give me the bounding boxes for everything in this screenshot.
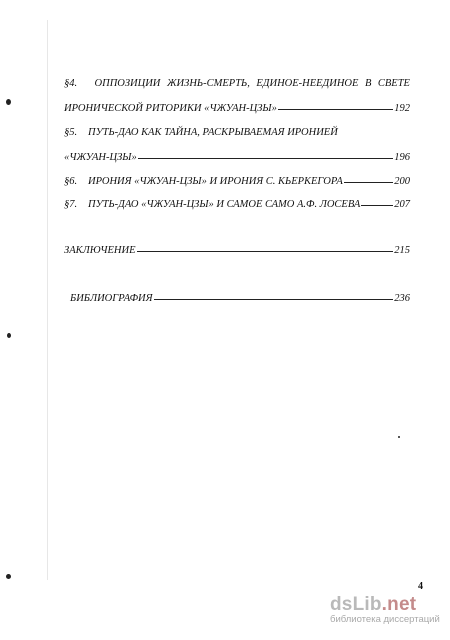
watermark-logo-main: dsLib <box>330 594 382 615</box>
toc-entry-4-word: ЖИЗНЬ-СМЕРТЬ, <box>166 78 250 89</box>
toc-entry-4-word: ЕДИНОЕ-НЕЕДИНОЕ <box>256 78 359 89</box>
toc-entry-4-number: §4. <box>64 78 78 89</box>
scan-edge-line <box>47 20 48 580</box>
dot-leader <box>138 158 394 159</box>
toc-entry-4-line2 <box>64 102 410 115</box>
toc-entry-4-line1 <box>64 77 410 90</box>
toc-entry-5-number: §5. <box>64 127 78 138</box>
scan-speck <box>398 436 400 438</box>
toc-conclusion-title: ЗАКЛЮЧЕНИЕ <box>64 245 136 256</box>
dot-leader <box>154 299 394 300</box>
binder-hole-mark <box>6 574 11 579</box>
toc-entry-6 <box>64 175 410 188</box>
toc-entry-6-page: 200 <box>394 176 410 187</box>
toc-bibliography-title: БИБЛИОГРАФИЯ <box>70 293 153 304</box>
dot-leader <box>137 251 394 252</box>
watermark-logo-accent: .net <box>381 594 417 615</box>
toc-entry-4-title-cont: ИРОНИЧЕСКОЙ РИТОРИКИ «ЧЖУАН-ЦЗЫ» <box>64 103 277 114</box>
binder-hole-mark <box>6 99 11 105</box>
toc-entry-5-line1 <box>64 126 410 139</box>
toc-entry-4-word: ОППОЗИЦИИ <box>94 78 161 89</box>
toc-entry-7-page: 207 <box>394 199 410 210</box>
toc-entry-6-number: §6. <box>64 176 78 187</box>
watermark-logo <box>330 594 448 616</box>
toc-entry-5-line2 <box>64 151 410 164</box>
page-number: 4 <box>418 581 423 592</box>
toc-conclusion-page: 215 <box>394 245 410 256</box>
toc-entry-6-title: ИРОНИЯ «ЧЖУАН-ЦЗЫ» И ИРОНИЯ С. КЬЕРКЕГОРА <box>88 176 343 187</box>
toc-entry-7-number: §7. <box>64 199 78 210</box>
toc-entry-conclusion <box>64 244 410 257</box>
toc-entry-5-title: ПУТЬ-ДАО КАК ТАЙНА, РАСКРЫВАЕМАЯ ИРОНИЕЙ <box>88 127 338 138</box>
toc-entry-4-page: 192 <box>394 103 410 114</box>
toc-entry-5-page: 196 <box>394 152 410 163</box>
toc-entry-5-title-cont: «ЧЖУАН-ЦЗЫ» <box>64 152 137 163</box>
toc-bibliography-page: 236 <box>394 293 410 304</box>
binder-hole-mark <box>7 333 11 338</box>
toc-entry-4-word: В <box>364 78 372 89</box>
watermark-subtitle: библиотека диссертаций <box>330 614 440 625</box>
dot-leader <box>344 182 393 183</box>
dot-leader <box>361 205 393 206</box>
watermark <box>330 594 448 625</box>
toc-entry-7-title: ПУТЬ-ДАО «ЧЖУАН-ЦЗЫ» И САМОЕ САМО А.Ф. ЛОСЕВА <box>88 199 361 210</box>
toc-entry-4-word: СВЕТЕ <box>377 78 410 89</box>
dot-leader <box>278 109 393 110</box>
toc-entry-7 <box>64 198 410 211</box>
toc-entry-bibliography <box>70 292 410 305</box>
